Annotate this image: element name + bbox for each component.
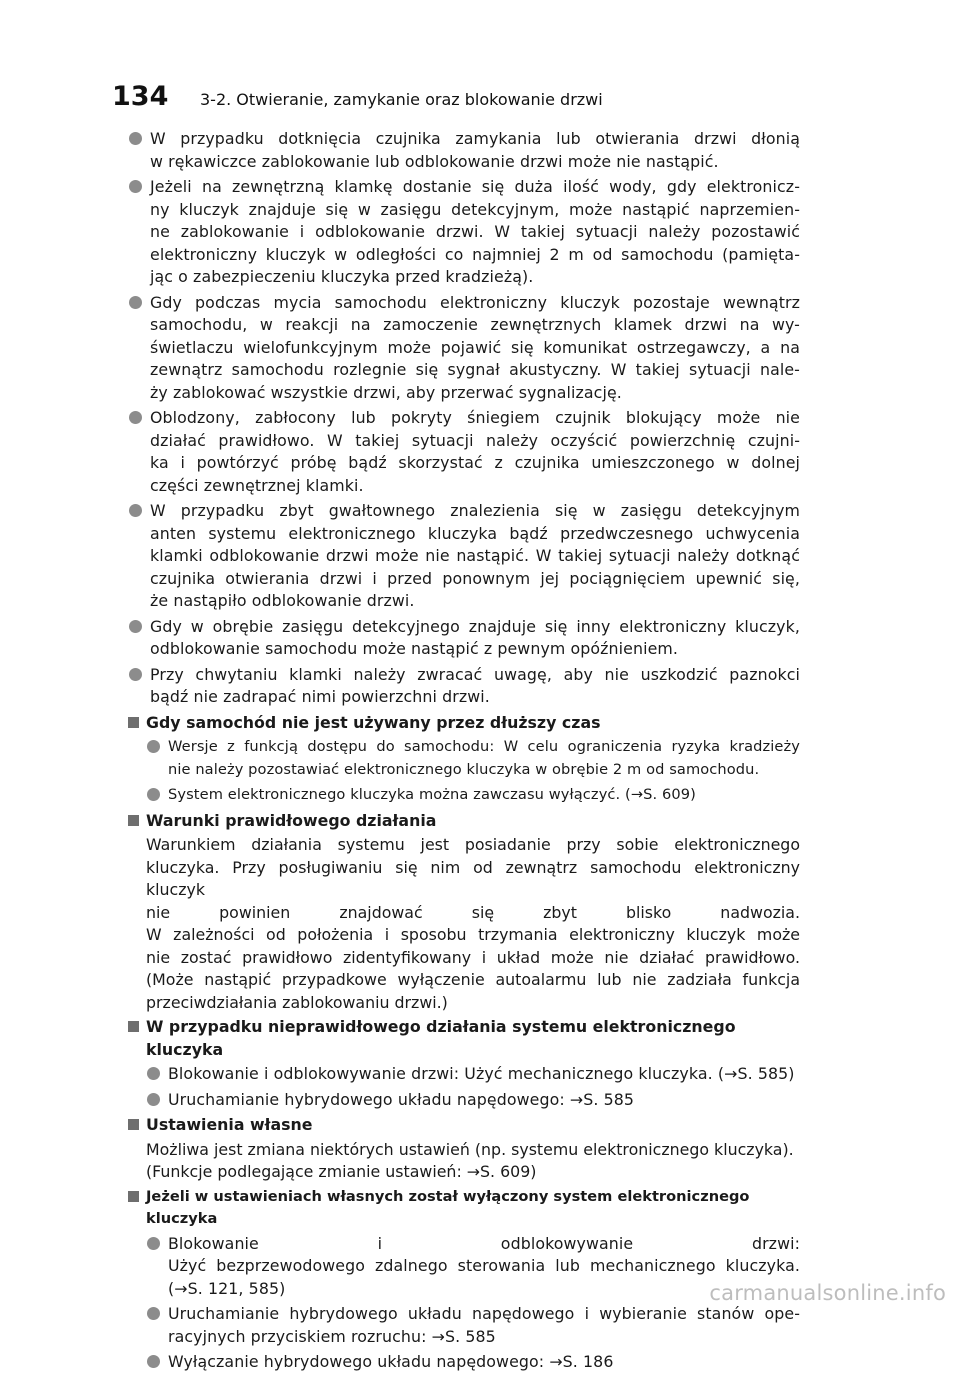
page-content	[128, 128, 800, 1377]
bullet-item	[128, 500, 800, 613]
text-line: nie zostać prawidłowo zidentyfikowany i układ może nie działać prawidłowo.	[146, 947, 800, 967]
bullet-dot-icon	[129, 620, 142, 633]
text-line: części zewnętrznej klamki.	[150, 475, 364, 495]
watermark: carmanualsonline.info	[709, 1281, 946, 1305]
text-line: kluczyka. Przy posługiwaniu się nim od zewnątrz samochodu elektroniczny kluczyk	[146, 857, 800, 899]
section-square-icon	[128, 1191, 139, 1202]
text-line: Możliwa jest zmiana niektórych ustawień (np. systemu elektronicznego kluczyka).	[146, 1139, 794, 1159]
text-line: bądź nie zadrapać nimi powierzchni drzwi.	[150, 687, 490, 706]
chapter-title: 3-2. Otwieranie, zamykanie oraz blokowanie drzwi	[200, 90, 603, 109]
text-line: działać prawidłowo. W takiej sytuacji należy oczyścić powierzchnię czujni-	[150, 430, 800, 450]
section-unused	[128, 712, 800, 735]
section-heading: W przypadku nieprawidłowego działania systemu elektronicznego kluczyka	[146, 1017, 736, 1059]
text-line: anten systemu elektronicznego kluczyka bądź przedwczesnego uchwycenia	[150, 523, 800, 543]
bullet-dot-icon	[147, 1237, 160, 1250]
text-line: zewnątrz samochodu rozlegnie się sygnał akustyczny. W takiej sytuacji nale-	[150, 360, 800, 379]
text-line: Blokowanie i odblokowywanie drzwi:	[168, 1233, 800, 1253]
bullet-item	[128, 616, 800, 661]
bullet-dot-icon	[129, 180, 142, 193]
text-line: Jeżeli na zewnętrzną klamkę dostanie się duża ilość wody, gdy elektronicz-	[150, 177, 800, 196]
text-line: (Może nastąpić przypadkowe wyłączenie autoalarmu lub nie zadziała funkcja	[146, 970, 800, 989]
text-line: System elektronicznego kluczyka można zawczasu wyłączyć. (→S. 609)	[168, 786, 696, 803]
section-disabled	[128, 1186, 800, 1231]
section-square-icon	[128, 815, 139, 826]
text-line: odblokowanie samochodu może nastąpić z pewnym opóźnieniem.	[150, 639, 678, 658]
text-line: Oblodzony, zabłocony lub pokryty śniegiem czujnik blokujący może nie	[150, 408, 800, 427]
bullet-item	[128, 128, 800, 173]
section-heading: Jeżeli w ustawieniach własnych został wyłączony system elektronicznego kluczyka	[146, 1187, 750, 1227]
bullet-item	[146, 736, 800, 781]
bullet-dot-icon	[147, 788, 160, 801]
text-line: elektroniczny kluczyk w odległości co najmniej 2 m od samochodu (pamięta-	[150, 244, 800, 264]
bullet-item	[146, 1063, 800, 1086]
bullet-dot-icon	[147, 1307, 160, 1320]
section-square-icon	[128, 717, 139, 728]
text-line: racyjnych przyciskiem rozruchu: →S. 585	[168, 1326, 496, 1346]
bullet-item	[146, 1089, 800, 1112]
section-heading: Ustawienia własne	[146, 1115, 313, 1134]
top-bullet-list	[128, 128, 800, 709]
text-line: Użyć bezprzewodowego zdalnego sterowania lub mechanicznego kluczyka.	[168, 1256, 800, 1275]
text-line: W zależności od położenia i sposobu trzymania elektroniczny kluczyk może	[146, 925, 800, 944]
bullet-item	[128, 292, 800, 405]
text-line: w rękawiczce zablokowanie lub odblokowanie drzwi może nie nastąpić.	[150, 151, 719, 171]
text-line: Wyłączanie hybrydowego układu napędowego: →S. 186	[168, 1352, 614, 1371]
bullet-dot-icon	[129, 296, 142, 309]
bullet-item	[146, 1303, 800, 1348]
page-header	[112, 82, 812, 118]
text-line: Przy chwytaniu klamki należy zwracać uwagę, aby nie uszkodzić paznokci	[150, 664, 800, 684]
bullet-dot-icon	[129, 411, 142, 424]
section-custom	[128, 1114, 800, 1137]
section-custom-text	[128, 1139, 800, 1184]
section-disabled-bullets	[146, 1233, 800, 1374]
bullet-dot-icon	[147, 1355, 160, 1368]
text-line: że nastąpiło odblokowanie drzwi.	[150, 591, 415, 610]
section-heading: Gdy samochód nie jest używany przez dłuższy czas	[146, 712, 601, 732]
text-line: nie powinien znajdować się zbyt blisko nadwozia.	[146, 902, 800, 922]
text-line: przeciwdziałania zablokowaniu drzwi.)	[146, 992, 448, 1012]
text-line: W przypadku zbyt gwałtownego znalezienia się w zasięgu detekcyjnym	[150, 501, 800, 520]
text-line: Gdy w obrębie zasięgu detekcyjnego znajduje się inny elektroniczny kluczyk,	[150, 616, 800, 636]
text-line: Blokowanie i odblokowywanie drzwi: Użyć mechanicznego kluczyka. (→S. 585)	[168, 1064, 795, 1083]
section-malfunction-bullets	[146, 1063, 800, 1111]
text-line: klamki odblokowanie drzwi może nie nastąpić. W takiej sytuacji należy dotknąć	[150, 546, 800, 565]
section-conditions-text	[128, 834, 800, 1014]
bullet-item	[146, 1351, 800, 1374]
page-number: 134	[112, 81, 169, 112]
bullet-item	[146, 1233, 800, 1301]
text-line: czujnika otwierania drzwi i przed ponownym jej pociągnięciem upewnić się,	[150, 568, 800, 588]
section-heading: Warunki prawidłowego działania	[146, 810, 437, 830]
section-square-icon	[128, 1021, 139, 1032]
text-line: samochodu, w reakcji na zamoczenie zewnętrznych klamek drzwi na wy-	[150, 315, 800, 334]
section-malfunction	[128, 1016, 800, 1061]
bullet-dot-icon	[147, 1067, 160, 1080]
bullet-dot-icon	[129, 668, 142, 681]
text-line: świetlaczu wielofunkcyjnym może pojawić się komunikat ostrzegawczy, a na	[150, 337, 800, 357]
section-square-icon	[128, 1119, 139, 1130]
text-line: (→S. 121, 585)	[168, 1278, 286, 1298]
text-line: Uruchamianie hybrydowego układu napędowego: →S. 585	[168, 1089, 635, 1109]
text-line: Wersje z funkcją dostępu do samochodu: W celu ograniczenia ryzyka kradzieży	[168, 738, 800, 755]
bullet-dot-icon	[147, 740, 160, 753]
text-line: W przypadku dotknięcia czujnika zamykania lub otwierania drzwi dłonią	[150, 129, 800, 148]
bullet-dot-icon	[147, 1093, 160, 1106]
text-line: ka i powtórzyć próbę bądź skorzystać z czujnika umieszczonego w dolnej	[150, 453, 800, 472]
bullet-dot-icon	[129, 132, 142, 145]
text-line: Warunkiem działania systemu jest posiadanie przy sobie elektronicznego	[146, 835, 800, 854]
bullet-dot-icon	[129, 504, 142, 517]
text-line: jąc o zabezpieczeniu kluczyka przed kradzieżą).	[150, 267, 534, 286]
bullet-item	[146, 784, 800, 807]
section-conditions	[128, 810, 800, 833]
text-line: Uruchamianie hybrydowego układu napędowego i wybieranie stanów ope-	[168, 1304, 800, 1323]
text-line: (Funkcje podlegające zmianie ustawień: →S. 609)	[146, 1162, 537, 1181]
bullet-item	[128, 407, 800, 497]
text-line: nie należy pozostawiać elektronicznego kluczyka w obrębie 2 m od samochodu.	[168, 760, 760, 778]
bullet-item	[128, 664, 800, 709]
bullet-item	[128, 176, 800, 289]
text-line: ny kluczyk znajduje się w zasięgu detekcyjnym, może nastąpić naprzemien-	[150, 199, 800, 219]
section-unused-bullets	[146, 736, 800, 807]
text-line: Gdy podczas mycia samochodu elektroniczny kluczyk pozostaje wewnątrz	[150, 292, 800, 312]
text-line: ży zablokować wszystkie drzwi, aby przerwać sygnalizację.	[150, 382, 622, 402]
text-line: ne zablokowanie i odblokowanie drzwi. W takiej sytuacji należy pozostawić	[150, 222, 800, 241]
